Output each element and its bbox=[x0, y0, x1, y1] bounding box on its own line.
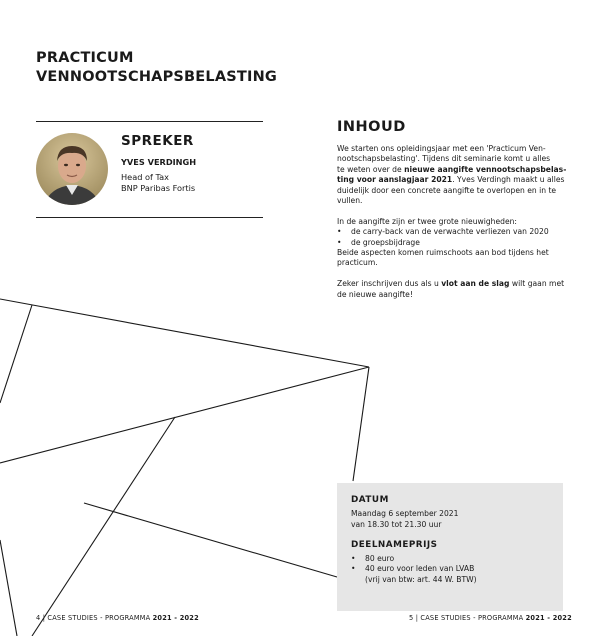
content-line: Beide aspecten komen ruimschoots aan bod tijdens het bbox=[337, 248, 549, 258]
speaker-role: Head of Tax bbox=[121, 172, 170, 182]
footer-left: 4 | CASE STUDIES - PROGRAMMA 2021 - 2022 bbox=[36, 614, 199, 622]
content-heading: INHOUD bbox=[337, 119, 406, 135]
speaker-name: YVES VERDINGH bbox=[121, 157, 197, 167]
date-line-2: van 18.30 tot 21.30 uur bbox=[351, 519, 442, 529]
list-item: • 80 euro bbox=[351, 554, 395, 563]
fee-heading: DEELNAMEPRIJS bbox=[351, 540, 438, 550]
content-line: ting voor aanslagjaar 2021. Yves Verdingh maakt u alles bbox=[337, 175, 565, 185]
footer-right: 5 | CASE STUDIES - PROGRAMMA 2021 - 2022 bbox=[409, 614, 572, 622]
list-item: • de groepsbijdrage bbox=[337, 237, 420, 247]
content-line: Zeker inschrijven dus als u vlot aan de slag wilt gaan met bbox=[337, 279, 565, 289]
list-item: • 40 euro voor leden van LVAB bbox=[351, 564, 475, 574]
list-item: • de carry-back van de verwachte verliezen van 2020 bbox=[337, 227, 549, 237]
fee-list bbox=[351, 554, 477, 585]
content-body bbox=[337, 144, 587, 300]
content-line: duidelijk door een concrete aangifte te overlopen en in te bbox=[337, 185, 557, 195]
speaker-top-rule bbox=[36, 121, 263, 122]
page-number: 4 bbox=[36, 614, 41, 622]
speaker-heading: SPREKER bbox=[121, 133, 194, 149]
date-line-1: Maandag 6 september 2021 bbox=[351, 509, 459, 518]
content-line: In de aangifte zijn er twee grote nieuwigheden: bbox=[337, 216, 517, 226]
speaker-bottom-rule bbox=[36, 217, 263, 218]
content-line: nootschapsbelasting'. Tijdens dit seminarie komt u alles bbox=[337, 154, 551, 164]
content-line: practicum. bbox=[337, 258, 378, 268]
page-title bbox=[36, 49, 277, 87]
fee-note: (vrij van btw: art. 44 W. BTW) bbox=[365, 574, 477, 584]
title-line-1: PRACTICUM bbox=[36, 50, 134, 66]
title-line-2: VENNOOTSCHAPSBELASTING bbox=[36, 69, 278, 85]
content-line: vullen. bbox=[337, 196, 363, 206]
content-line: We starten ons opleidingsjaar met een 'Practicum Ven- bbox=[337, 144, 546, 153]
page-number: 5 bbox=[409, 614, 414, 622]
info-box bbox=[337, 483, 563, 611]
speaker-company: BNP Paribas Fortis bbox=[121, 183, 196, 193]
content-line: te weten over de nieuwe aangifte vennootschapsbelas- bbox=[337, 164, 567, 174]
date-heading: DATUM bbox=[351, 495, 389, 505]
speaker-photo bbox=[36, 133, 108, 205]
content-line: de nieuwe aangifte! bbox=[337, 289, 413, 299]
